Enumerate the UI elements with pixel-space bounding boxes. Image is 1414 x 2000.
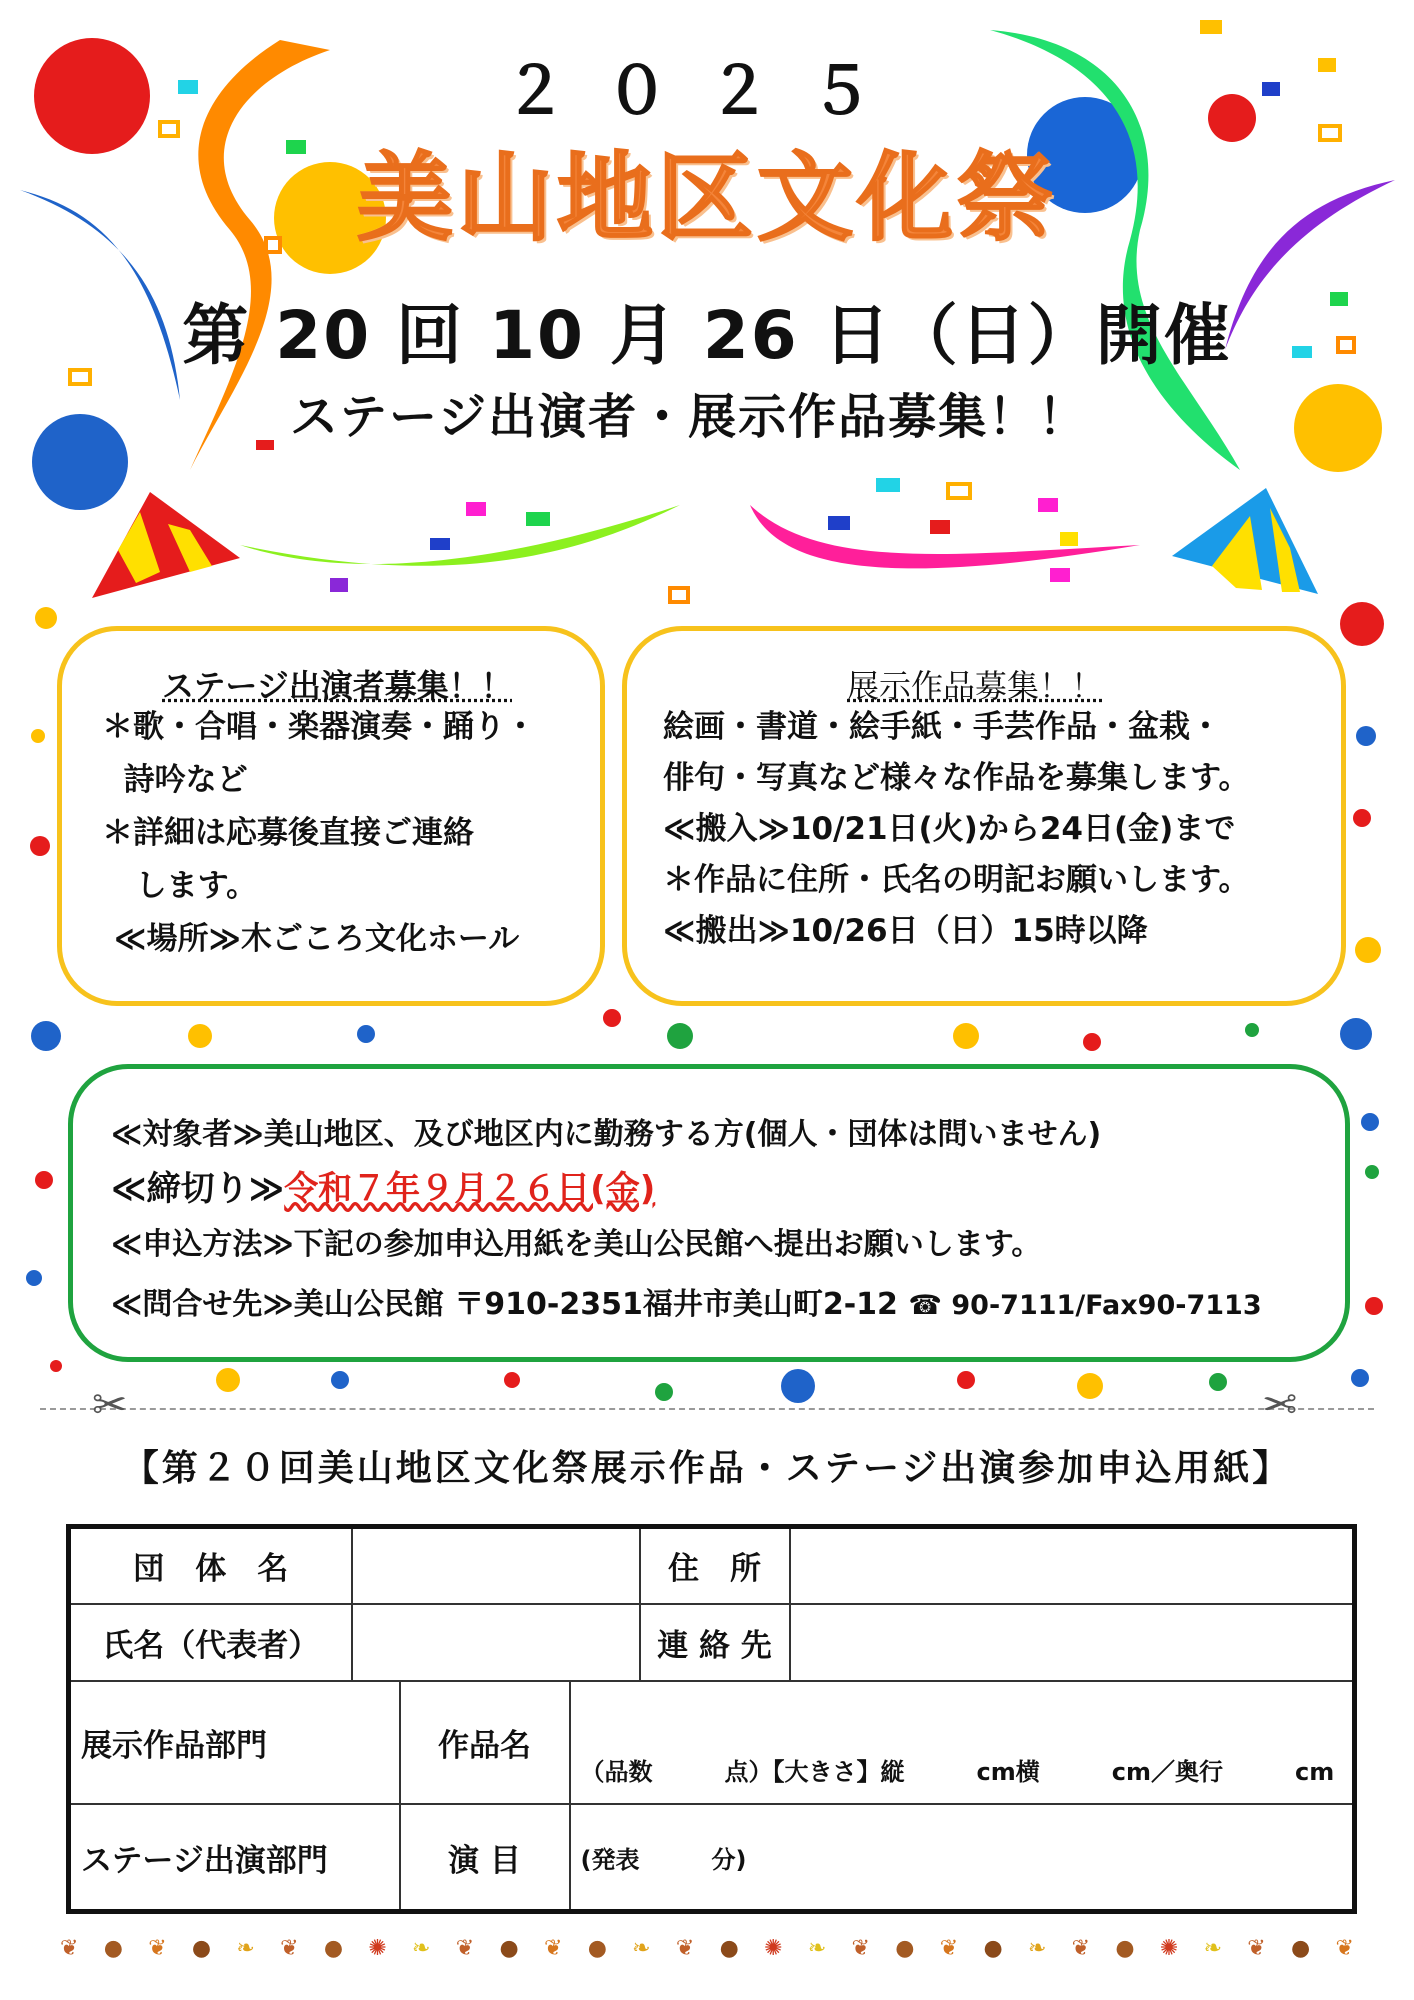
stage-box-title: ステージ出演者募集！！ [162, 667, 513, 705]
exhibit-recruit-box [622, 626, 1346, 1006]
acorn-icon: ● [983, 1936, 1003, 1961]
leaf-icon: ❦ [60, 1936, 79, 1961]
work-detail-note: （品数 点）【大きさ】縦 cm横 cm／奥行 cm [580, 1758, 1335, 1787]
exhibit-line: ≪搬出≫10/26日（日）15時以降 [663, 913, 1148, 949]
representative-name-label: 氏名（代表者） [69, 1604, 352, 1681]
leaf-icon: ❦ [851, 1936, 870, 1961]
form-title: 【第２０回美山地区文化祭展示作品・ステージ出演参加申込用紙】 [122, 1448, 1292, 1489]
program-field[interactable] [570, 1804, 1355, 1911]
exhibit-section-label: 展示作品部門 [69, 1681, 400, 1805]
address-field[interactable] [790, 1527, 1355, 1604]
stage-section-label: ステージ出演部門 [69, 1804, 400, 1911]
cut-line [40, 1408, 1374, 1410]
work-name-label: 作品名 [400, 1681, 570, 1805]
acorn-icon: ● [719, 1936, 739, 1961]
info-box [68, 1064, 1350, 1362]
deadline-value: 令和７年９月２６日(金) [284, 1169, 656, 1209]
exhibit-line: ≪搬入≫10/21日(火)から24日(金)まで [663, 811, 1236, 847]
leaf-icon: ❦ [455, 1936, 475, 1961]
maple-leaf-icon: ✺ [368, 1936, 387, 1961]
scissors-icon: ✂ [1262, 1380, 1298, 1429]
leaf-icon: ❧ [236, 1936, 255, 1961]
exhibit-line: 絵画・書道・絵手紙・手芸作品・盆栽・ [663, 709, 1221, 745]
streamer-pink [750, 505, 1140, 568]
acorn-icon: ● [895, 1936, 915, 1961]
autumn-leaf-border [60, 1936, 1354, 1961]
leaf-icon: ❦ [280, 1936, 299, 1961]
representative-name-field[interactable] [352, 1604, 640, 1681]
apply-method-text: ≪申込方法≫下記の参加申込用紙を美山公民館へ提出お願いします。 [111, 1227, 1042, 1262]
work-detail-field[interactable] [570, 1681, 1355, 1805]
decoration-circle [1294, 384, 1382, 472]
application-form-table [66, 1524, 1357, 1914]
program-note: (発表 分) [580, 1845, 747, 1874]
exhibit-box-title: 展示作品募集！！ [847, 667, 1104, 705]
group-name-label: 団 体 名 [69, 1527, 352, 1604]
decoration-circle [32, 414, 128, 510]
stage-line: します。 [114, 868, 258, 904]
party-hat-right [1172, 488, 1318, 594]
contact-field-label: 連 絡 先 [640, 1604, 790, 1681]
ginkgo-leaf-icon: ❧ [1203, 1936, 1223, 1961]
stage-line: ＊歌・合唱・楽器演奏・踊り・ [102, 709, 536, 745]
deadline-label: ≪締切り≫ [111, 1169, 285, 1209]
leaf-icon: ❧ [632, 1936, 651, 1961]
acorn-icon: ● [1291, 1936, 1311, 1961]
group-name-field[interactable] [352, 1527, 640, 1604]
contact-phone: ☎ 90-7111/Fax90-7113 [908, 1290, 1262, 1321]
leaf-icon: ❧ [1027, 1936, 1047, 1961]
leaf-icon: ❦ [148, 1936, 167, 1961]
stage-line: ≪場所≫木ごころ文化ホール [114, 921, 520, 957]
decoration-circle [1340, 602, 1384, 646]
acorn-icon: ● [191, 1936, 212, 1961]
contact-field[interactable] [790, 1604, 1355, 1681]
event-year: ２０２５ [503, 55, 911, 129]
leaf-icon: ❦ [1071, 1936, 1091, 1961]
leaf-icon: ❦ [939, 1936, 959, 1961]
acorn-icon: ● [103, 1936, 123, 1961]
maple-leaf-icon: ✺ [1159, 1936, 1179, 1961]
exhibit-line: 俳句・写真など様々な作品を募集します。 [663, 760, 1250, 796]
maple-leaf-icon: ✺ [764, 1936, 783, 1961]
contact-label: ≪問合せ先≫美山公民館 〒910-2351福井市美山町2-12 [111, 1287, 898, 1322]
program-label: 演 目 [400, 1804, 570, 1911]
exhibit-line: ＊作品に住所・氏名の明記お願いします。 [663, 862, 1250, 898]
acorn-icon: ● [323, 1936, 344, 1961]
acorn-icon: ● [499, 1936, 519, 1961]
stage-recruit-box [57, 626, 605, 1006]
ginkgo-leaf-icon: ❧ [412, 1936, 431, 1961]
target-text: ≪対象者≫美山地区、及び地区内に勤務する方(個人・団体は問いません) [111, 1117, 1102, 1152]
acorn-icon: ● [1115, 1936, 1135, 1961]
festival-title: 美山地区文化祭 [357, 142, 1057, 254]
edition-date: 第 20 回 10 月 26 日（日）開催 [182, 297, 1232, 374]
acorn-icon: ● [587, 1936, 607, 1961]
scissors-icon: ✂ [92, 1380, 128, 1429]
stage-line: 詩吟など [102, 762, 248, 798]
party-hat-left [92, 492, 240, 598]
stage-line: ＊詳細は応募後直接ご連絡 [102, 815, 474, 851]
address-label: 住 所 [640, 1527, 790, 1604]
streamer-lime [240, 505, 680, 566]
leaf-icon: ❦ [675, 1936, 695, 1961]
ginkgo-leaf-icon: ❧ [807, 1936, 827, 1961]
leaf-icon: ❦ [1247, 1936, 1266, 1961]
recruit-headline: ステージ出演者・展示作品募集！！ [290, 389, 1089, 445]
leaf-icon: ❦ [1335, 1936, 1354, 1961]
leaf-icon: ❦ [543, 1936, 563, 1961]
